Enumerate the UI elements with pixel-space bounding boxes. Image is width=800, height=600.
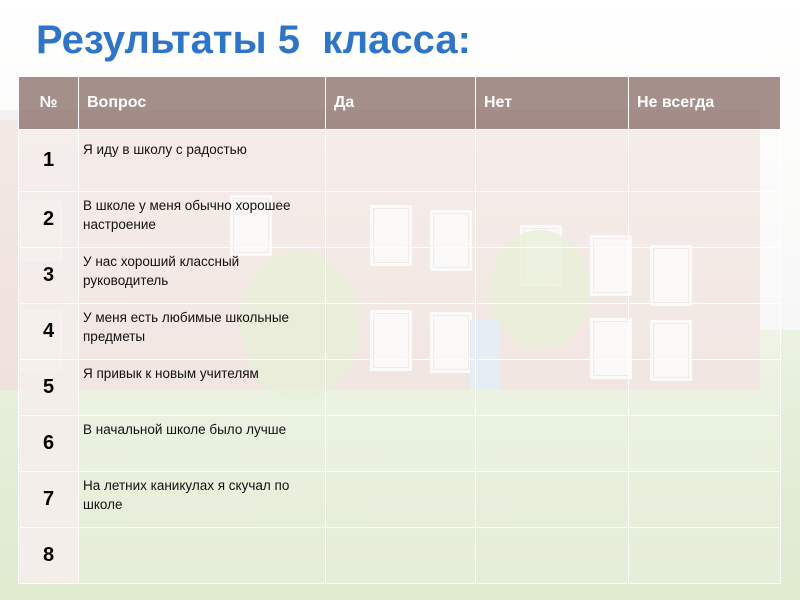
table-row bbox=[19, 528, 781, 584]
row-number: 8 bbox=[19, 528, 79, 584]
question-cell: У меня есть любимые школьные предметы bbox=[79, 304, 326, 360]
row-number: 3 bbox=[19, 248, 79, 304]
row-number: 7 bbox=[19, 472, 79, 528]
no-cell[interactable] bbox=[476, 130, 629, 192]
table-row bbox=[19, 360, 781, 416]
header-number: № bbox=[19, 77, 79, 130]
yes-cell[interactable] bbox=[326, 304, 476, 360]
question-cell: У нас хороший классный руководитель bbox=[79, 248, 326, 304]
header-question: Вопрос bbox=[79, 77, 326, 130]
table-row bbox=[19, 192, 781, 248]
table-header-row bbox=[19, 77, 781, 130]
yes-cell[interactable] bbox=[326, 528, 476, 584]
no-cell[interactable] bbox=[476, 304, 629, 360]
table-row bbox=[19, 248, 781, 304]
sometimes-cell[interactable] bbox=[629, 192, 781, 248]
sometimes-cell[interactable] bbox=[629, 248, 781, 304]
header-sometimes: Не всегда bbox=[629, 77, 781, 130]
no-cell[interactable] bbox=[476, 528, 629, 584]
yes-cell[interactable] bbox=[326, 192, 476, 248]
sometimes-cell[interactable] bbox=[629, 130, 781, 192]
sometimes-cell[interactable] bbox=[629, 528, 781, 584]
table-row bbox=[19, 416, 781, 472]
question-cell: Я иду в школу с радостью bbox=[79, 130, 326, 192]
yes-cell[interactable] bbox=[326, 472, 476, 528]
no-cell[interactable] bbox=[476, 472, 629, 528]
row-number: 5 bbox=[19, 360, 79, 416]
no-cell[interactable] bbox=[476, 360, 629, 416]
sometimes-cell[interactable] bbox=[629, 304, 781, 360]
yes-cell[interactable] bbox=[326, 130, 476, 192]
row-number: 6 bbox=[19, 416, 79, 472]
no-cell[interactable] bbox=[476, 192, 629, 248]
sometimes-cell[interactable] bbox=[629, 360, 781, 416]
table-row bbox=[19, 130, 781, 192]
yes-cell[interactable] bbox=[326, 360, 476, 416]
results-table bbox=[18, 76, 781, 584]
table-row bbox=[19, 304, 781, 360]
yes-cell[interactable] bbox=[326, 416, 476, 472]
header-no: Нет bbox=[476, 77, 629, 130]
question-cell: В школе у меня обычно хорошее настроение bbox=[79, 192, 326, 248]
row-number: 4 bbox=[19, 304, 79, 360]
row-number: 1 bbox=[19, 130, 79, 192]
question-cell: На летних каникулах я скучал по школе bbox=[79, 472, 326, 528]
table-row bbox=[19, 472, 781, 528]
question-cell: В начальной школе было лучше bbox=[79, 416, 326, 472]
no-cell[interactable] bbox=[476, 416, 629, 472]
sometimes-cell[interactable] bbox=[629, 416, 781, 472]
sometimes-cell[interactable] bbox=[629, 472, 781, 528]
question-cell: Я привык к новым учителям bbox=[79, 360, 326, 416]
question-cell bbox=[79, 528, 326, 584]
header-yes: Да bbox=[326, 77, 476, 130]
yes-cell[interactable] bbox=[326, 248, 476, 304]
no-cell[interactable] bbox=[476, 248, 629, 304]
page-title: Результаты 5 класса: bbox=[36, 18, 471, 62]
row-number: 2 bbox=[19, 192, 79, 248]
